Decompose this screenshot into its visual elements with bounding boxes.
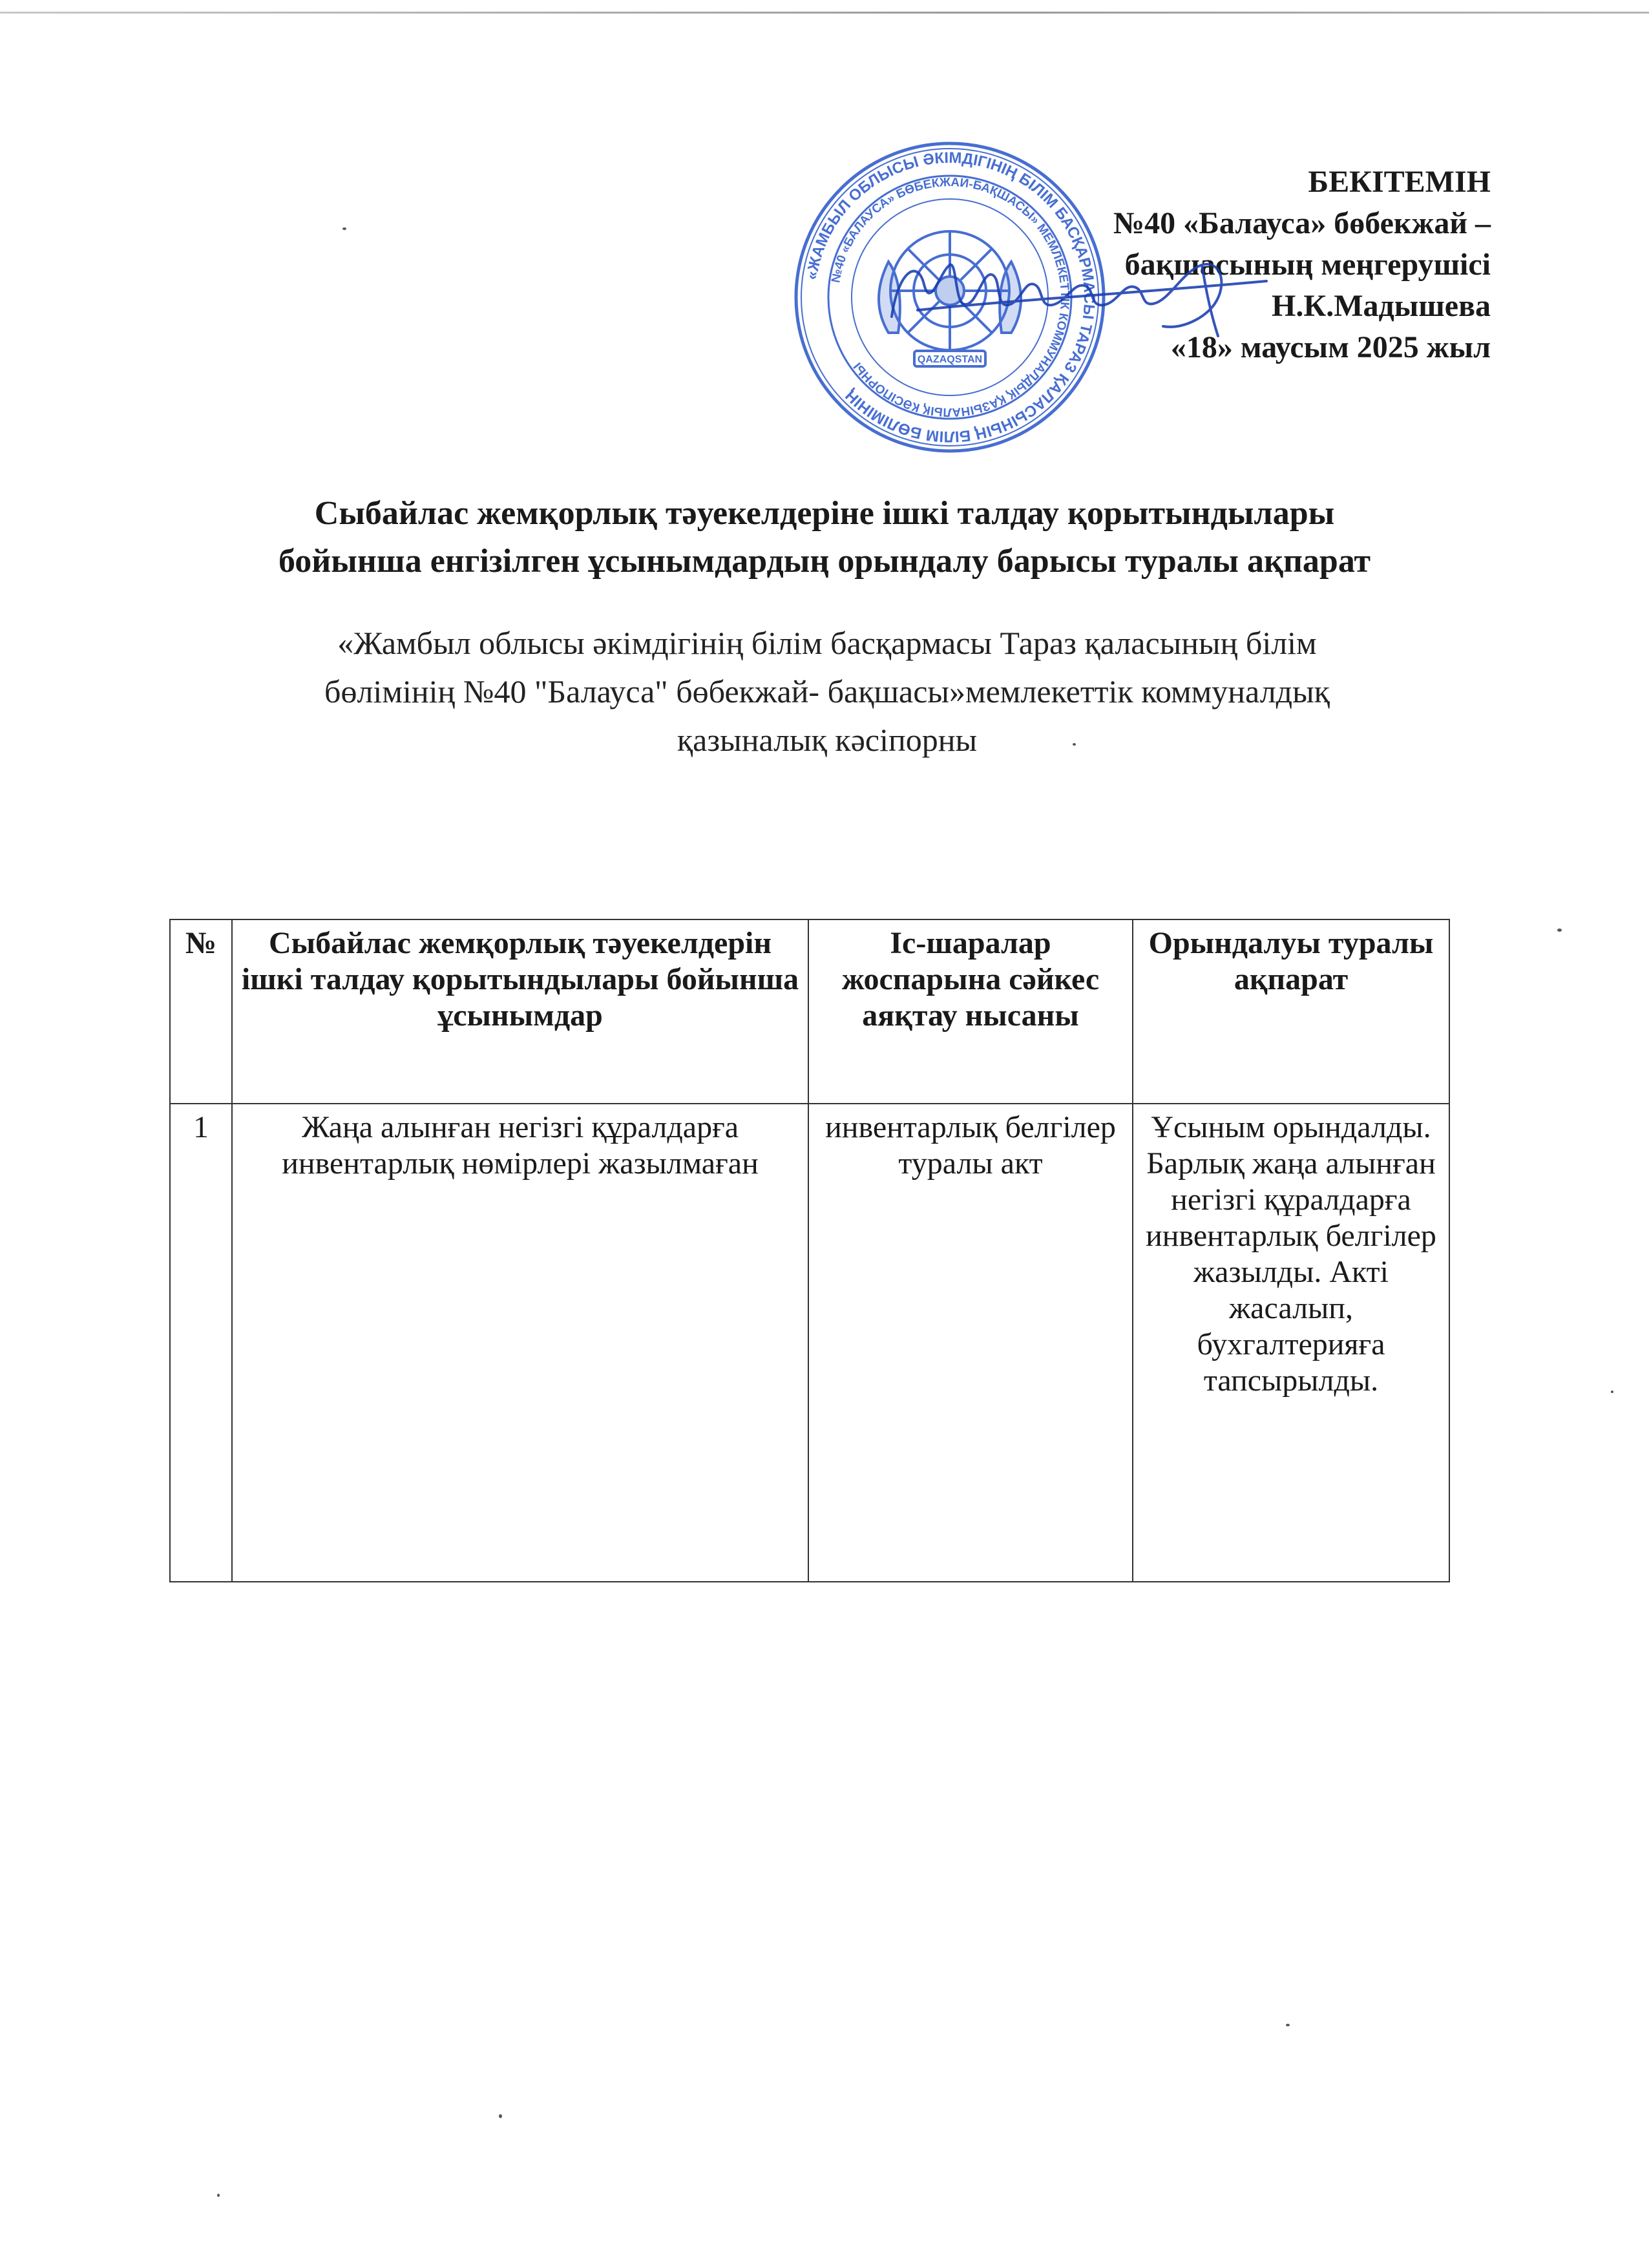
scan-speck [1286, 2024, 1290, 2026]
row-number: 1 [170, 1104, 232, 1582]
scan-edge-line [0, 12, 1649, 14]
row-completion-form: инвентарлық белгілер туралы акт [808, 1104, 1133, 1582]
document-title [0, 490, 1649, 585]
scan-speck [1557, 929, 1562, 932]
header-number: № [170, 919, 232, 1104]
scan-speck [1611, 1391, 1613, 1393]
approval-kindergarten: №40 «Балауса» бөбекжай – [1113, 206, 1491, 240]
approval-date: «18» маусым 2025 жыл [1170, 330, 1491, 364]
row-recommendation: Жаңа алынған негізгі құралдарға инвентарлық нөмірлері жазылмаған [232, 1104, 808, 1582]
scan-speck [342, 227, 346, 230]
organization-line-2: бөлімінің №40 "Балауса" бөбекжай- бақшасы»мемлекеттік коммуналдық [324, 673, 1330, 709]
approval-position: бақшасының меңгерушісі [1124, 247, 1491, 282]
header-completion-form: Іс-шаралар жоспарына сәйкес аяқтау нысаны [808, 919, 1133, 1104]
header-recommendations: Сыбайлас жемқорлық тәуекелдерін ішкі талдау қорытындылары бойынша ұсынымдар [232, 919, 808, 1104]
recommendations-table [169, 919, 1450, 1582]
stamp-emblem-label: QAZAQSTAN [917, 354, 983, 365]
table-row [170, 1104, 1449, 1582]
stamp-inner-text: №40 «БАЛАУСА» БӨБЕКЖАЙ-БАҚШАСЫ» МЕМЛЕКЕТТІК КОММУНАЛДЫҚ ҚАЗЫНАЛЫҚ КӘСІПОРНЫ [829, 175, 1072, 419]
header-execution-info: Орындалуы туралы ақпарат [1133, 919, 1449, 1104]
row-execution-info: Ұсыным орындалды. Барлық жаңа алынған негізгі құралдарға инвентарлық белгілер жазылды. Акті жасалып, бухгалтерияға тапсырылды. [1133, 1104, 1449, 1582]
approval-heading: БЕКІТЕМІН [1308, 165, 1491, 199]
scan-speck [499, 2114, 502, 2118]
organization-line-1: «Жамбыл облысы әкімдігінің білім басқармасы Тараз қаласының білім [337, 625, 1317, 661]
title-line-2: бойынша енгізілген ұсынымдардың орындалу барысы туралы ақпарат [278, 543, 1371, 580]
approval-head-name: Н.К.Мадышева [1272, 289, 1491, 323]
signature [879, 246, 1279, 342]
stamp-outer-text: «ЖАМБЫЛ ОБЛЫСЫ ӘКІМДІГІНІҢ БІЛІМ БАСҚАРМАСЫ ТАРАЗ ҚАЛАСЫНЫҢ БІЛІМ БӨЛІМІНІҢ [803, 149, 1098, 446]
organization-line-3: қазыналық кәсіпорны [677, 722, 978, 758]
scan-speck [1073, 743, 1076, 746]
table-header-row [170, 919, 1449, 1104]
scan-speck [217, 2194, 220, 2197]
title-line-1: Сыбайлас жемқорлық тәуекелдеріне ішкі талдау қорытындылары [314, 495, 1335, 532]
organization-name [194, 619, 1460, 764]
